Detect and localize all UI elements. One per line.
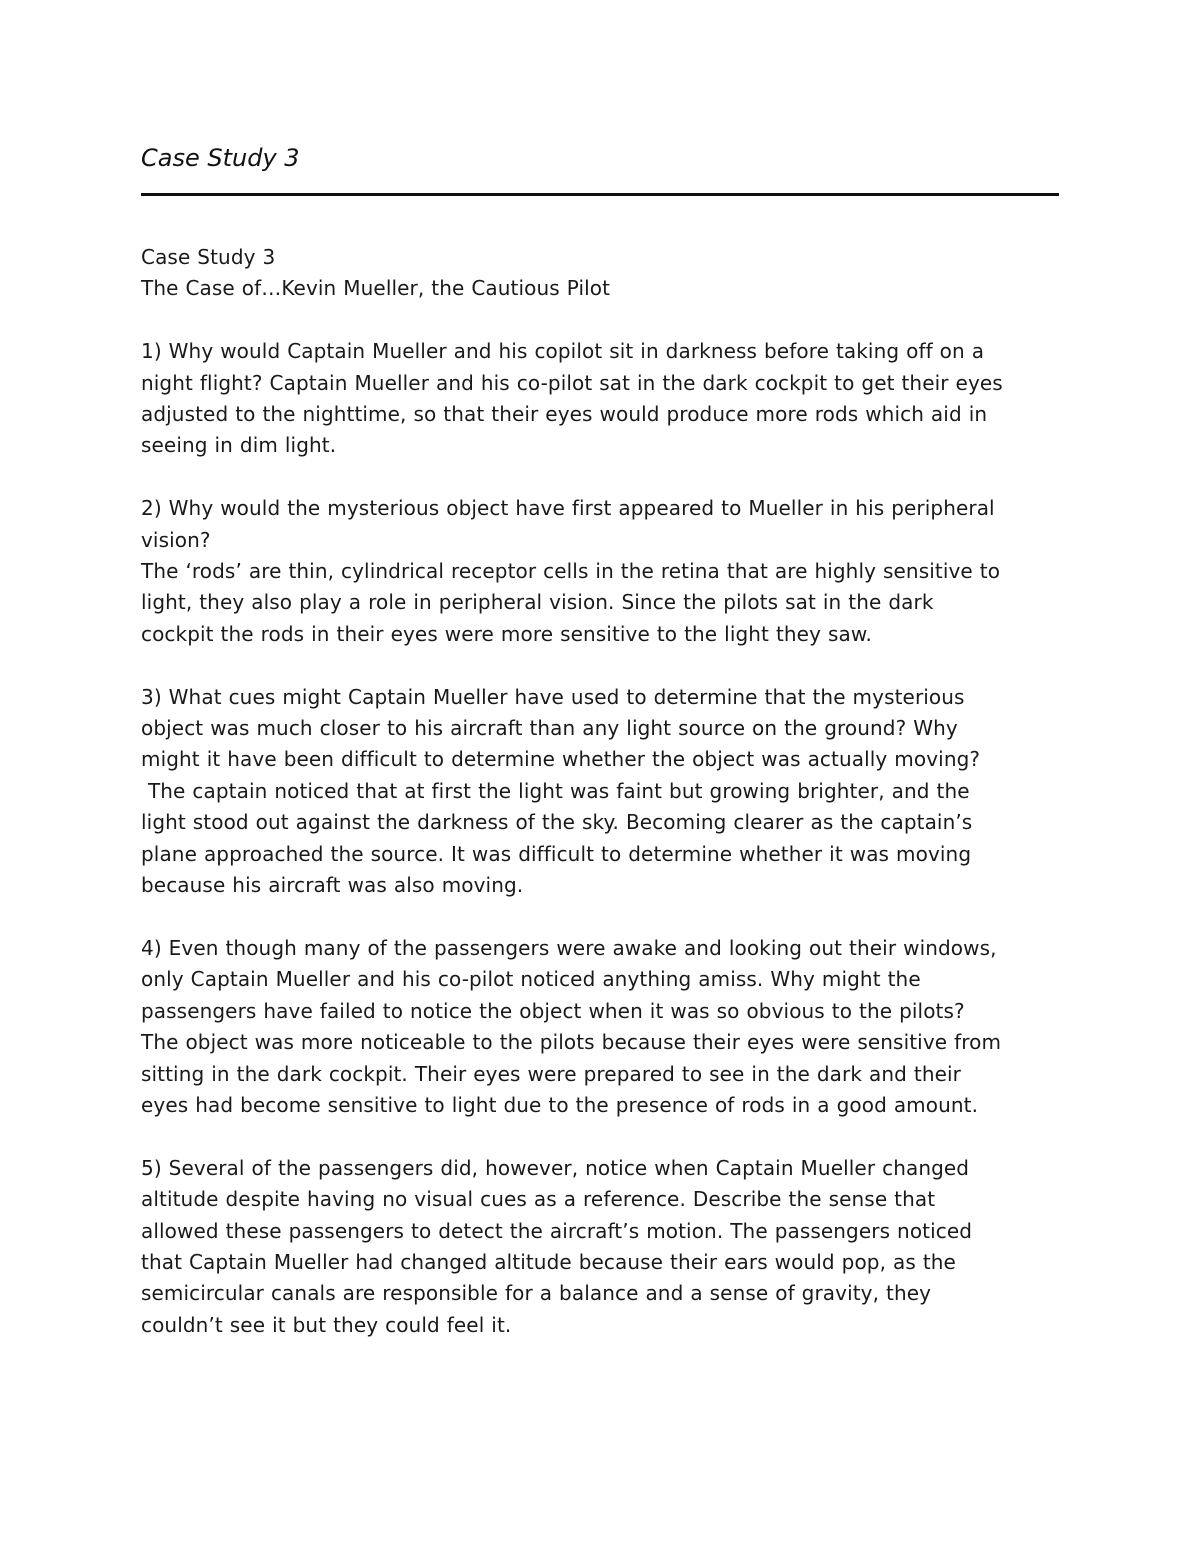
text-line: passengers have failed to notice the object when it was so obvious to the pilots?: [141, 998, 965, 1023]
text-line: seeing in dim light.: [141, 433, 337, 458]
question-5: [141, 1153, 1061, 1341]
text-line: object was much closer to his aircraft than any light source on the ground? Why: [141, 716, 958, 741]
text-line: that Captain Mueller had changed altitude because their ears would pop, as the: [141, 1249, 956, 1274]
document-header: [141, 140, 1059, 176]
paragraph-gap: [141, 1121, 1061, 1152]
text-line: might it have been difficult to determine whether the object was actually moving?: [141, 747, 981, 772]
question-2: [141, 493, 1061, 650]
text-line: plane approached the source. It was difficult to determine whether it was moving: [141, 841, 972, 866]
text-line: cockpit the rods in their eyes were more sensitive to the light they saw.: [141, 621, 872, 646]
text-line: 4) Even though many of the passengers were awake and looking out their windows,: [141, 935, 997, 960]
question-4: [141, 933, 1061, 1121]
header-divider: [141, 193, 1059, 196]
text-line: 5) Several of the passengers did, however, notice when Captain Mueller changed: [141, 1155, 970, 1180]
paragraph-gap: [141, 305, 1061, 336]
paragraph-gap: [141, 462, 1061, 493]
body-heading: Case Study 3: [141, 245, 276, 269]
text-line: 3) What cues might Captain Mueller have used to determine that the mysterious: [141, 684, 965, 709]
text-line: couldn’t see it but they could feel it.: [141, 1312, 512, 1337]
text-line: eyes had become sensitive to light due to the presence of rods in a good amount.: [141, 1092, 979, 1117]
text-line: because his aircraft was also moving.: [141, 873, 524, 898]
text-line: sitting in the dark cockpit. Their eyes were prepared to see in the dark and their: [141, 1061, 961, 1086]
text-line: light stood out against the darkness of the sky. Becoming clearer as the captain’s: [141, 810, 973, 835]
document-body: [141, 242, 1061, 1341]
text-line: light, they also play a role in peripheral vision. Since the pilots sat in the dark: [141, 590, 934, 615]
text-line: semicircular canals are responsible for a balance and a sense of gravity, they: [141, 1281, 932, 1306]
text-line: 1) Why would Captain Mueller and his copilot sit in darkness before taking off on a: [141, 339, 985, 364]
paragraph-gap: [141, 650, 1061, 681]
paragraph-gap: [141, 901, 1061, 932]
body-subheading: The Case of…Kevin Mueller, the Cautious Pilot: [141, 276, 611, 301]
text-line: adjusted to the nighttime, so that their eyes would produce more rods which aid in: [141, 402, 988, 427]
text-line: only Captain Mueller and his co-pilot noticed anything amiss. Why might the: [141, 967, 921, 992]
text-line: vision?: [141, 527, 211, 552]
text-line: The ‘rods’ are thin, cylindrical receptor cells in the retina that are highly sensitive to: [141, 559, 1001, 584]
question-1: [141, 336, 1061, 462]
text-line: night flight? Captain Mueller and his co-pilot sat in the dark cockpit to get their eyes: [141, 370, 1003, 395]
document-title: Case Study 3: [141, 144, 300, 172]
text-line: 2) Why would the mysterious object have first appeared to Mueller in his peripheral: [141, 496, 995, 521]
question-3: [141, 682, 1061, 902]
text-line: The captain noticed that at first the light was faint but growing brighter, and the: [141, 778, 970, 803]
text-line: altitude despite having no visual cues as a reference. Describe the sense that: [141, 1187, 936, 1212]
text-line: The object was more noticeable to the pilots because their eyes were sensitive from: [141, 1030, 1002, 1055]
text-line: allowed these passengers to detect the aircraft’s motion. The passengers noticed: [141, 1218, 973, 1243]
